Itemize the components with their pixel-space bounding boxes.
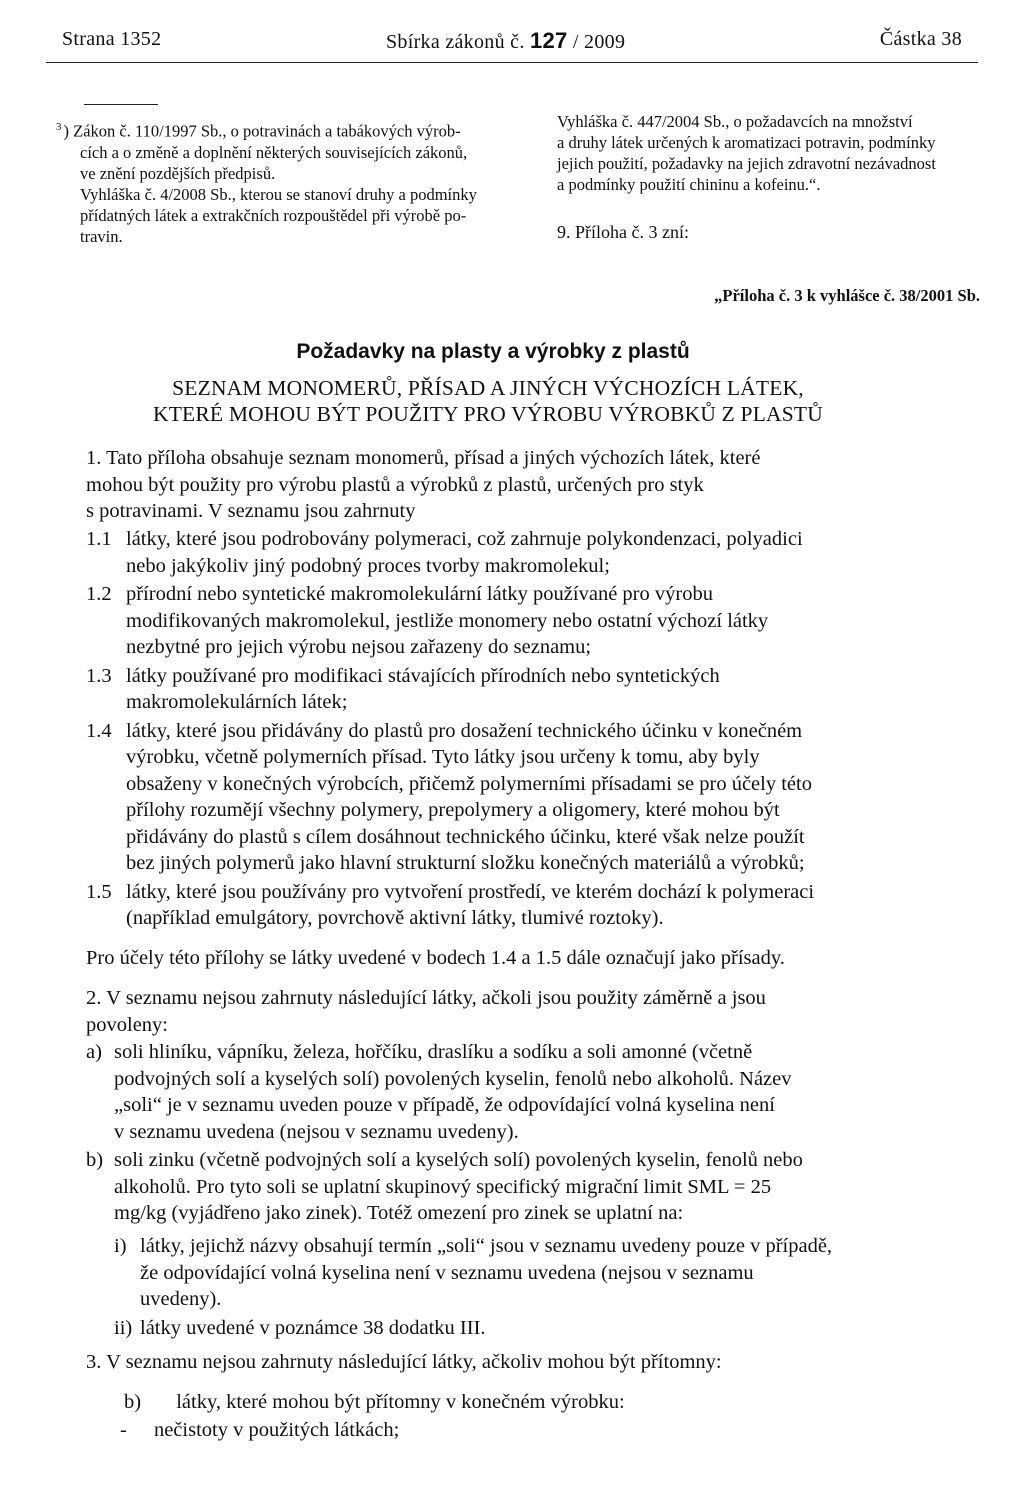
list-item [86,663,934,716]
list-2 [86,1039,934,1227]
text-line: uvedeny). [140,1288,222,1310]
text-line: přírodní nebo syntetické makromolekulární látky používané pro výrobu [126,583,713,605]
list-item [86,526,934,579]
footnote-left [56,117,502,247]
page-number: Strana 1352 [62,28,162,50]
text-line: 2. V seznamu nejsou zahrnuty následující látky, ačkoli jsou použity záměrně a jsou [86,987,766,1009]
purpose-paragraph: Pro účely této přílohy se látky uvedené v bodech 1.4 a 1.5 dále označují jako přísady. [86,947,785,969]
text-line: mohou být použity pro výrobu plastů a výrobků z plastů, určených pro styk [86,473,704,496]
paragraph-2 [86,985,934,1038]
text-line: (například emulgátory, povrchově aktivní látky, tlumivé roztoky). [126,907,664,929]
text-line: přílohy rozumějí všechny polymery, prepolymery a oligomery, které mohou být [126,799,780,821]
footnote-text: ) Zákon č. 110/1997 Sb., o potravinách a tabákových výrob- [63,121,461,141]
list-item [120,1417,920,1444]
footnote-line: travin. [80,226,123,246]
text-line: nečistoty v použitých látkách; [153,1419,400,1441]
collection-title [386,28,625,54]
text-line: látky používané pro modifikaci stávajících přírodních nebo syntetických [126,664,720,687]
footnote-line: ve znění pozdějších předpisů. [80,163,276,183]
text-line: povoleny: [86,1013,168,1036]
text-line: makromolekulárních látek; [126,691,348,713]
text-line: 1. Tato příloha obsahuje seznam monomerů, přísad a jiných výchozích látek, které [86,447,761,469]
text-line: soli zinku (včetně podvojných solí a kyselých solí) povolených kyselin, fenolů nebo [114,1149,803,1171]
footnote-separator [84,104,158,105]
footnote-line: jejich použití, požadavky na jejich zdravotní nezávadnost [557,154,936,173]
collection-number: 127 [529,28,568,53]
list-item [114,1315,934,1342]
annex-subtitle [0,375,976,427]
text-line: alkoholů. Pro tyto soli se uplatní skupinový specifický migrační limit SML = 25 [114,1175,772,1198]
text-line: obsaženy v konečných výrobcích, přičemž polymerními přísadami se pro účely této [126,772,812,795]
footnote-line: a druhy látek určených k aromatizaci potravin, podmínky [557,133,936,152]
list-item [86,581,934,661]
item-letter: b) [124,1391,142,1413]
item-letter: b) [86,1149,104,1171]
list-item [114,1233,934,1313]
amendment-point: 9. Příloha č. 3 zní: [557,222,689,242]
text-line: látky uvedené v poznámce 38 dodatku III. [140,1316,486,1339]
collection-year: / 2009 [572,31,626,53]
item-roman: i) [114,1235,127,1257]
text-line: soli hliníku, vápníku, železa, hořčíku, draslíku a sodíku a soli amonné (včetně [114,1041,753,1063]
text-line: že odpovídající volná kyselina není v seznamu uvedena (nejsou v seznamu [140,1261,754,1284]
text-line: výrobku, včetně polymerních přísad. Tyto látky jsou určeny k tomu, aby byly [126,746,760,768]
list-1 [86,526,934,932]
dash-bullet: - [120,1419,127,1441]
subtitle-line: KTERÉ MOHOU BÝT POUŽITY PRO VÝROBU VÝROBKŮ Z PLASTŮ [153,402,823,426]
item-number: 1.1 [86,528,112,550]
text-line: látky, které jsou přidávány do plastů pro dosažení technického účinku v konečném [126,719,803,742]
collection-prefix: Sbírka zákonů č. [386,31,525,53]
text-line: látky, jejichž názvy obsahují termín „soli“ jsou v seznamu uvedeny pouze v případě, [140,1235,833,1257]
list-item [86,718,934,877]
annex-reference: „Příloha č. 3 k vyhlášce č. 38/2001 Sb. [714,286,980,305]
item-number: 1.4 [86,719,112,742]
footnote-line: Vyhláška č. 447/2004 Sb., o požadavcích na množství [557,112,913,131]
part-number: Částka 38 [879,28,962,50]
text-line: v seznamu uvedena (nejsou v seznamu uvedeny). [114,1120,519,1143]
text-line: podvojných solí a kyselých solí) povolených kyselin, fenolů nebo alkoholů. Název [114,1067,792,1090]
item-number: 1.2 [86,583,112,605]
text-line: látky, které jsou podrobovány polymeraci, což zahrnuje polykondenzaci, polyadici [126,528,803,550]
text-line: s potravinami. V seznamu jsou zahrnuty [86,500,416,522]
item-roman: ii) [114,1316,133,1339]
footnote-line [56,117,502,142]
text-line: nebo jakýkoliv jiný podobný proces tvorby makromolekul; [126,554,610,577]
item-letter: a) [86,1041,102,1063]
footnote-line: a podmínky použití chininu a kofeinu.“. [557,175,821,194]
text-line: bez jiných polymerů jako hlavní strukturní složku konečných materiálů a výrobků; [126,852,805,874]
text-line: mg/kg (vyjádřeno jako zinek). Totéž omezení pro zinek se uplatní na: [114,1202,684,1224]
annex-title: Požadavky na plasty a výrobky z plastů [296,340,690,363]
text-line: modifikovaných makromolekul, jestliže monomery nebo ostatní výchozí látky [126,609,769,632]
list-item [86,879,934,932]
list-item [124,1389,924,1416]
text-line: látky, které jsou používány pro vytvoření prostředí, ve kterém dochází k polymeraci [126,880,815,903]
item-number: 1.3 [86,664,112,687]
paragraph-1 [86,445,934,525]
footnote-marker: 3 [56,121,62,133]
footnote-right [557,111,981,195]
item-number: 1.5 [86,880,112,903]
header-rule [46,62,978,63]
sub-list [114,1233,934,1341]
paragraph-3: 3. V seznamu nejsou zahrnuty následující látky, ačkoliv mohou být přítomny: [86,1351,722,1373]
footnote-line: přídatných látek a extrakčních rozpouštědel při výrobě po- [80,205,467,225]
list-item [86,1039,934,1145]
footnote-line: cích a o změně a doplnění některých souvisejících zákonů, [80,142,468,162]
text-line: přidávány do plastů s cílem dosáhnout technického účinku, které však nelze použít [126,825,805,848]
text-line: „soli“ je v seznamu uveden pouze v případě, že odpovídající volná kyselina není [114,1094,775,1116]
list-item [86,1147,934,1227]
footnote-line: Vyhláška č. 4/2008 Sb., kterou se stanoví druhy a podmínky [80,184,477,204]
text-line: nezbytné pro jejich výrobu nejsou zařazeny do seznamu; [126,636,592,658]
text-line: látky, které mohou být přítomny v konečném výrobku: [176,1391,625,1413]
subtitle-line: SEZNAM MONOMERŮ, PŘÍSAD A JINÝCH VÝCHOZÍCH LÁTEK, [172,376,804,400]
